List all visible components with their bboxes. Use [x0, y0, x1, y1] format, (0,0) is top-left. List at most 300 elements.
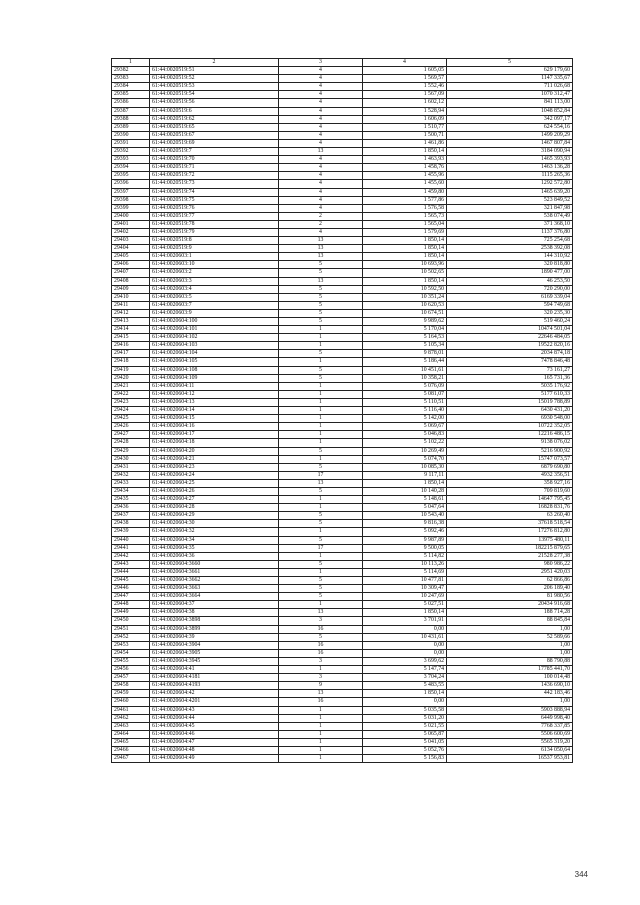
- table-row: [112, 164, 573, 172]
- cadastral-value-cell: 629 179,60: [447, 67, 573, 75]
- row-number-cell: 29464: [112, 730, 150, 738]
- table-row: [112, 504, 573, 512]
- row-number-cell: 29452: [112, 633, 150, 641]
- specific-value-cell: 0,00: [363, 698, 447, 706]
- cadastral-number-cell: 61:44:0020519:76: [150, 204, 279, 212]
- cadastral-value-cell: 2951 420,03: [447, 568, 573, 576]
- row-number-cell: 29408: [112, 277, 150, 285]
- group-code-cell: 1: [279, 496, 363, 504]
- table-row: [112, 99, 573, 107]
- group-code-cell: 1: [279, 382, 363, 390]
- table-row: [112, 520, 573, 528]
- row-number-cell: 29391: [112, 139, 150, 147]
- cadastral-number-cell: 61:44:0020604:4193: [150, 682, 279, 690]
- table-row: [112, 382, 573, 390]
- cadastral-number-cell: 61:44:0020604:3945: [150, 657, 279, 665]
- table-body: [112, 67, 573, 763]
- row-number-cell: 29454: [112, 649, 150, 657]
- cadastral-number-cell: 61:44:0020604:108: [150, 366, 279, 374]
- row-number-cell: 29459: [112, 690, 150, 698]
- cadastral-value-cell: 63 260,40: [447, 512, 573, 520]
- group-code-cell: 5: [279, 520, 363, 528]
- row-number-cell: 29412: [112, 309, 150, 317]
- specific-value-cell: 1 565,04: [363, 220, 447, 228]
- cadastral-number-cell: 61:44:0020519:77: [150, 212, 279, 220]
- specific-value-cell: 5 092,46: [363, 528, 447, 536]
- cadastral-number-cell: 61:44:0020604:34: [150, 536, 279, 544]
- group-code-cell: 1: [279, 358, 363, 366]
- table-row: [112, 261, 573, 269]
- cadastral-value-cell: 88 790,88: [447, 657, 573, 665]
- cadastral-value-cell: 46 253,50: [447, 277, 573, 285]
- cadastral-value-cell: 73 161,27: [447, 366, 573, 374]
- cadastral-value-cell: 16828 831,76: [447, 504, 573, 512]
- specific-value-cell: 1 606,09: [363, 115, 447, 123]
- cadastral-value-cell: 6879 690,80: [447, 463, 573, 471]
- specific-value-cell: 1 459,80: [363, 188, 447, 196]
- group-code-cell: 16: [279, 625, 363, 633]
- row-number-cell: 29388: [112, 115, 150, 123]
- specific-value-cell: 5 110,51: [363, 398, 447, 406]
- group-code-cell: 5: [279, 309, 363, 317]
- group-code-cell: 1: [279, 407, 363, 415]
- specific-value-cell: 5 052,76: [363, 746, 447, 754]
- cadastral-number-cell: 61:44:0020604:103: [150, 342, 279, 350]
- cadastral-number-cell: 61:44:0020604:29: [150, 512, 279, 520]
- group-code-cell: 4: [279, 139, 363, 147]
- group-code-cell: 5: [279, 512, 363, 520]
- row-number-cell: 29466: [112, 746, 150, 754]
- group-code-cell: 1: [279, 334, 363, 342]
- row-number-cell: 29396: [112, 180, 150, 188]
- cadastral-number-cell: 61:44:0020604:44: [150, 714, 279, 722]
- cadastral-number-cell: 61:44:0020604:28: [150, 504, 279, 512]
- cadastral-number-cell: 61:44:0020604:35: [150, 544, 279, 552]
- cadastral-value-cell: 1,00: [447, 641, 573, 649]
- group-code-cell: 5: [279, 374, 363, 382]
- group-code-cell: 5: [279, 285, 363, 293]
- group-code-cell: 5: [279, 487, 363, 495]
- table-row: [112, 172, 573, 180]
- table-row: [112, 318, 573, 326]
- specific-value-cell: 1 602,12: [363, 99, 447, 107]
- cadastral-number-cell: 61:44:0020519:56: [150, 99, 279, 107]
- cadastral-number-cell: 61:44:0020604:24: [150, 471, 279, 479]
- cadastral-value-cell: 321 847,98: [447, 204, 573, 212]
- table-row: [112, 83, 573, 91]
- table-row: [112, 277, 573, 285]
- specific-value-cell: 10 674,51: [363, 309, 447, 317]
- cadastral-value-cell: 720 290,00: [447, 285, 573, 293]
- group-code-cell: 1: [279, 755, 363, 763]
- cadastral-number-cell: 61:44:0020604:38: [150, 609, 279, 617]
- specific-value-cell: 10 431,61: [363, 633, 447, 641]
- row-number-cell: 29429: [112, 447, 150, 455]
- specific-value-cell: 5 114,69: [363, 568, 447, 576]
- cadastral-number-cell: 61:44:0020604:36: [150, 552, 279, 560]
- cadastral-number-cell: 61:44:0020604:45: [150, 722, 279, 730]
- table-row: [112, 350, 573, 358]
- cadastral-value-cell: 519 460,24: [447, 318, 573, 326]
- specific-value-cell: 10 592,50: [363, 285, 447, 293]
- cadastral-value-cell: 7478 846,48: [447, 358, 573, 366]
- specific-value-cell: 5 047,64: [363, 504, 447, 512]
- cadastral-value-cell: 1,00: [447, 649, 573, 657]
- group-code-cell: 4: [279, 83, 363, 91]
- cadastral-value-cell: 1436 690,10: [447, 682, 573, 690]
- specific-value-cell: 1 850,14: [363, 277, 447, 285]
- table-row: [112, 439, 573, 447]
- cadastral-number-cell: 61:44:0020604:41: [150, 666, 279, 674]
- group-code-cell: 5: [279, 269, 363, 277]
- specific-value-cell: 1 577,86: [363, 196, 447, 204]
- row-number-cell: 29420: [112, 374, 150, 382]
- group-code-cell: 5: [279, 577, 363, 585]
- cadastral-value-cell: 20434 916,68: [447, 601, 573, 609]
- cadastral-value-cell: 1,00: [447, 698, 573, 706]
- cadastral-number-cell: 61:44:0020604:3904: [150, 641, 279, 649]
- row-number-cell: 29427: [112, 431, 150, 439]
- group-code-cell: 4: [279, 180, 363, 188]
- group-code-cell: 17: [279, 471, 363, 479]
- cadastral-number-cell: 61:44:0020604:21: [150, 455, 279, 463]
- row-number-cell: 29385: [112, 91, 150, 99]
- cadastral-number-cell: 61:44:0020519:65: [150, 123, 279, 131]
- row-number-cell: 29428: [112, 439, 150, 447]
- cadastral-value-cell: 15747 073,57: [447, 455, 573, 463]
- table-row: [112, 649, 573, 657]
- specific-value-cell: 1 569,57: [363, 75, 447, 83]
- cadastral-value-table: [111, 58, 573, 763]
- specific-value-cell: 1 605,05: [363, 67, 447, 75]
- cadastral-number-cell: 61:44:0020604:11: [150, 382, 279, 390]
- table-row: [112, 609, 573, 617]
- group-code-cell: 5: [279, 301, 363, 309]
- header-col-5: 5: [447, 59, 573, 67]
- specific-value-cell: 10 477,81: [363, 577, 447, 585]
- cadastral-value-cell: 2034 874,18: [447, 350, 573, 358]
- cadastral-value-cell: 206 189,40: [447, 585, 573, 593]
- row-number-cell: 29407: [112, 269, 150, 277]
- specific-value-cell: 0,00: [363, 625, 447, 633]
- table-row: [112, 682, 573, 690]
- table-row: [112, 326, 573, 334]
- cadastral-value-cell: 320 235,30: [447, 309, 573, 317]
- group-code-cell: 1: [279, 601, 363, 609]
- specific-value-cell: 5 102,22: [363, 439, 447, 447]
- row-number-cell: 29457: [112, 674, 150, 682]
- specific-value-cell: 5 046,83: [363, 431, 447, 439]
- table-row: [112, 755, 573, 763]
- header-col-1: 1: [112, 59, 150, 67]
- row-number-cell: 29456: [112, 666, 150, 674]
- specific-value-cell: 1 850,14: [363, 690, 447, 698]
- group-code-cell: 5: [279, 318, 363, 326]
- row-number-cell: 29455: [112, 657, 150, 665]
- cadastral-number-cell: 61:44:0020604:14: [150, 407, 279, 415]
- cadastral-number-cell: 61:44:0020603:7: [150, 301, 279, 309]
- row-number-cell: 29440: [112, 536, 150, 544]
- cadastral-number-cell: 61:44:0020519:71: [150, 164, 279, 172]
- row-number-cell: 29390: [112, 131, 150, 139]
- specific-value-cell: 1 500,71: [363, 131, 447, 139]
- cadastral-value-cell: 725 254,68: [447, 237, 573, 245]
- table-row: [112, 585, 573, 593]
- group-code-cell: 1: [279, 415, 363, 423]
- group-code-cell: 5: [279, 585, 363, 593]
- cadastral-number-cell: 61:44:0020519:51: [150, 67, 279, 75]
- specific-value-cell: 0,00: [363, 641, 447, 649]
- group-code-cell: 4: [279, 156, 363, 164]
- cadastral-value-cell: 14647 795,45: [447, 496, 573, 504]
- header-col-2: 2: [150, 59, 279, 67]
- cadastral-number-cell: 61:44:0020604:13: [150, 398, 279, 406]
- specific-value-cell: 1 463,93: [363, 156, 447, 164]
- specific-value-cell: 1 850,14: [363, 609, 447, 617]
- cadastral-value-cell: 19522 820,16: [447, 342, 573, 350]
- row-number-cell: 29447: [112, 593, 150, 601]
- table-row: [112, 730, 573, 738]
- cadastral-number-cell: 61:44:0020604:17: [150, 431, 279, 439]
- cadastral-value-cell: 1890 477,00: [447, 269, 573, 277]
- cadastral-value-cell: 12216 486,15: [447, 431, 573, 439]
- cadastral-value-cell: 1292 572,80: [447, 180, 573, 188]
- specific-value-cell: 1 510,77: [363, 123, 447, 131]
- row-number-cell: 29453: [112, 641, 150, 649]
- specific-value-cell: 1 528,94: [363, 107, 447, 115]
- cadastral-number-cell: 61:44:0020603:9: [150, 309, 279, 317]
- table-row: [112, 633, 573, 641]
- table-row: [112, 617, 573, 625]
- cadastral-value-cell: 1137 376,80: [447, 228, 573, 236]
- cadastral-value-cell: 6449 998,40: [447, 714, 573, 722]
- cadastral-value-cell: 6169 339,04: [447, 293, 573, 301]
- cadastral-number-cell: 61:44:0020604:4201: [150, 698, 279, 706]
- cadastral-number-cell: 61:44:0020604:30: [150, 520, 279, 528]
- row-number-cell: 29439: [112, 528, 150, 536]
- group-code-cell: 13: [279, 690, 363, 698]
- specific-value-cell: 5 065,87: [363, 730, 447, 738]
- cadastral-value-cell: 52 589,66: [447, 633, 573, 641]
- group-code-cell: 3: [279, 617, 363, 625]
- row-number-cell: 29430: [112, 455, 150, 463]
- cadastral-value-cell: 6930 548,00: [447, 415, 573, 423]
- specific-value-cell: 1 850,14: [363, 148, 447, 156]
- cadastral-number-cell: 61:44:0020519:6: [150, 107, 279, 115]
- specific-value-cell: 5 164,53: [363, 334, 447, 342]
- cadastral-value-cell: 5903 888,94: [447, 706, 573, 714]
- group-code-cell: 4: [279, 75, 363, 83]
- specific-value-cell: 1 567,09: [363, 91, 447, 99]
- row-number-cell: 29405: [112, 253, 150, 261]
- row-number-cell: 29423: [112, 398, 150, 406]
- row-number-cell: 29426: [112, 423, 150, 431]
- group-code-cell: 1: [279, 706, 363, 714]
- cadastral-number-cell: 61:44:0020519:70: [150, 156, 279, 164]
- table-row: [112, 528, 573, 536]
- table-row: [112, 560, 573, 568]
- row-number-cell: 29397: [112, 188, 150, 196]
- group-code-cell: 5: [279, 293, 363, 301]
- specific-value-cell: 10 247,69: [363, 593, 447, 601]
- group-code-cell: 1: [279, 714, 363, 722]
- group-code-cell: 1: [279, 528, 363, 536]
- table-row: [112, 738, 573, 746]
- row-number-cell: 29442: [112, 552, 150, 560]
- cadastral-value-cell: 100 014,48: [447, 674, 573, 682]
- table-row: [112, 107, 573, 115]
- specific-value-cell: 1 579,69: [363, 228, 447, 236]
- cadastral-number-cell: 61:44:0020604:39: [150, 633, 279, 641]
- cadastral-value-cell: 371 368,10: [447, 220, 573, 228]
- group-code-cell: 4: [279, 172, 363, 180]
- group-code-cell: 5: [279, 447, 363, 455]
- specific-value-cell: 10 351,24: [363, 293, 447, 301]
- row-number-cell: 29415: [112, 334, 150, 342]
- cadastral-number-cell: 61:44:0020604:15: [150, 415, 279, 423]
- group-code-cell: 1: [279, 439, 363, 447]
- specific-value-cell: 5 148,61: [363, 496, 447, 504]
- row-number-cell: 29401: [112, 220, 150, 228]
- table-row: [112, 156, 573, 164]
- table-row: [112, 407, 573, 415]
- table-row: [112, 115, 573, 123]
- specific-value-cell: 5 041,05: [363, 738, 447, 746]
- cadastral-value-cell: 182215 879,65: [447, 544, 573, 552]
- cadastral-number-cell: 61:44:0020604:12: [150, 390, 279, 398]
- group-code-cell: 1: [279, 730, 363, 738]
- group-code-cell: 13: [279, 148, 363, 156]
- cadastral-number-cell: 61:44:0020519:9: [150, 245, 279, 253]
- group-code-cell: 1: [279, 455, 363, 463]
- cadastral-value-cell: 10474 501,04: [447, 326, 573, 334]
- row-number-cell: 29438: [112, 520, 150, 528]
- specific-value-cell: 5 186,44: [363, 358, 447, 366]
- specific-value-cell: 1 552,46: [363, 83, 447, 91]
- specific-value-cell: 5 116,40: [363, 407, 447, 415]
- group-code-cell: 4: [279, 115, 363, 123]
- row-number-cell: 29422: [112, 390, 150, 398]
- table-row: [112, 358, 573, 366]
- cadastral-number-cell: 61:44:0020604:3899: [150, 625, 279, 633]
- group-code-cell: 4: [279, 188, 363, 196]
- group-code-cell: 4: [279, 67, 363, 75]
- table-row: [112, 544, 573, 552]
- cadastral-number-cell: 61:44:0020519:62: [150, 115, 279, 123]
- group-code-cell: 1: [279, 568, 363, 576]
- row-number-cell: 29425: [112, 415, 150, 423]
- group-code-cell: 1: [279, 738, 363, 746]
- cadastral-number-cell: 61:44:0020519:72: [150, 172, 279, 180]
- cadastral-value-cell: 1070 312,47: [447, 91, 573, 99]
- table-row: [112, 657, 573, 665]
- cadastral-number-cell: 61:44:0020519:78: [150, 220, 279, 228]
- table-row: [112, 342, 573, 350]
- cadastral-value-cell: 9138 076,02: [447, 439, 573, 447]
- cadastral-value-cell: 37618 518,54: [447, 520, 573, 528]
- group-code-cell: 13: [279, 245, 363, 253]
- specific-value-cell: 9 989,62: [363, 318, 447, 326]
- cadastral-value-cell: 1465 639,20: [447, 188, 573, 196]
- row-number-cell: 29417: [112, 350, 150, 358]
- group-code-cell: 3: [279, 657, 363, 665]
- cadastral-number-cell: 61:44:0020604:49: [150, 755, 279, 763]
- specific-value-cell: 1 455,96: [363, 172, 447, 180]
- cadastral-number-cell: 61:44:0020604:3663: [150, 585, 279, 593]
- specific-value-cell: 10 085,30: [363, 463, 447, 471]
- cadastral-number-cell: 61:44:0020604:4181: [150, 674, 279, 682]
- table-row: [112, 431, 573, 439]
- cadastral-value-cell: 841 113,00: [447, 99, 573, 107]
- row-number-cell: 29416: [112, 342, 150, 350]
- row-number-cell: 29411: [112, 301, 150, 309]
- table-row: [112, 455, 573, 463]
- specific-value-cell: 0,00: [363, 649, 447, 657]
- specific-value-cell: 5 074,70: [363, 455, 447, 463]
- cadastral-value-cell: 10722 352,05: [447, 423, 573, 431]
- table-row: [112, 463, 573, 471]
- specific-value-cell: 10 309,47: [363, 585, 447, 593]
- specific-value-cell: 10 358,21: [363, 374, 447, 382]
- cadastral-value-cell: 1499 209,29: [447, 131, 573, 139]
- specific-value-cell: 5 142,00: [363, 415, 447, 423]
- specific-value-cell: 5 170,04: [363, 326, 447, 334]
- table-row: [112, 334, 573, 342]
- cadastral-value-cell: 5216 900,92: [447, 447, 573, 455]
- cadastral-value-cell: 624 554,16: [447, 123, 573, 131]
- group-code-cell: 4: [279, 131, 363, 139]
- row-number-cell: 29400: [112, 212, 150, 220]
- table-row: [112, 188, 573, 196]
- specific-value-cell: 1 461,86: [363, 139, 447, 147]
- specific-value-cell: 5 105,34: [363, 342, 447, 350]
- cadastral-number-cell: 61:44:0020519:67: [150, 131, 279, 139]
- table-row: [112, 496, 573, 504]
- cadastral-value-cell: 320 818,80: [447, 261, 573, 269]
- cadastral-number-cell: 61:44:0020604:20: [150, 447, 279, 455]
- row-number-cell: 29389: [112, 123, 150, 131]
- group-code-cell: 5: [279, 463, 363, 471]
- table-row: [112, 593, 573, 601]
- cadastral-number-cell: 61:44:0020604:3662: [150, 577, 279, 585]
- cadastral-number-cell: 61:44:0020604:105: [150, 358, 279, 366]
- table-row: [112, 674, 573, 682]
- table-row: [112, 204, 573, 212]
- group-code-cell: 13: [279, 479, 363, 487]
- table-row: [112, 479, 573, 487]
- row-number-cell: 29402: [112, 228, 150, 236]
- table-row: [112, 722, 573, 730]
- row-number-cell: 29449: [112, 609, 150, 617]
- table-row: [112, 706, 573, 714]
- group-code-cell: 3: [279, 674, 363, 682]
- group-code-cell: 1: [279, 504, 363, 512]
- cadastral-number-cell: 61:44:0020603:2: [150, 269, 279, 277]
- group-code-cell: 1: [279, 326, 363, 334]
- row-number-cell: 29384: [112, 83, 150, 91]
- table-row: [112, 471, 573, 479]
- cadastral-number-cell: 61:44:0020604:109: [150, 374, 279, 382]
- specific-value-cell: 3 704,24: [363, 674, 447, 682]
- cadastral-value-cell: 1147 335,67: [447, 75, 573, 83]
- table-row: [112, 577, 573, 585]
- specific-value-cell: 5 021,55: [363, 722, 447, 730]
- row-number-cell: 29441: [112, 544, 150, 552]
- cadastral-number-cell: 61:44:0020519:52: [150, 75, 279, 83]
- group-code-cell: 16: [279, 641, 363, 649]
- group-code-cell: 1: [279, 342, 363, 350]
- specific-value-cell: 5 076,09: [363, 382, 447, 390]
